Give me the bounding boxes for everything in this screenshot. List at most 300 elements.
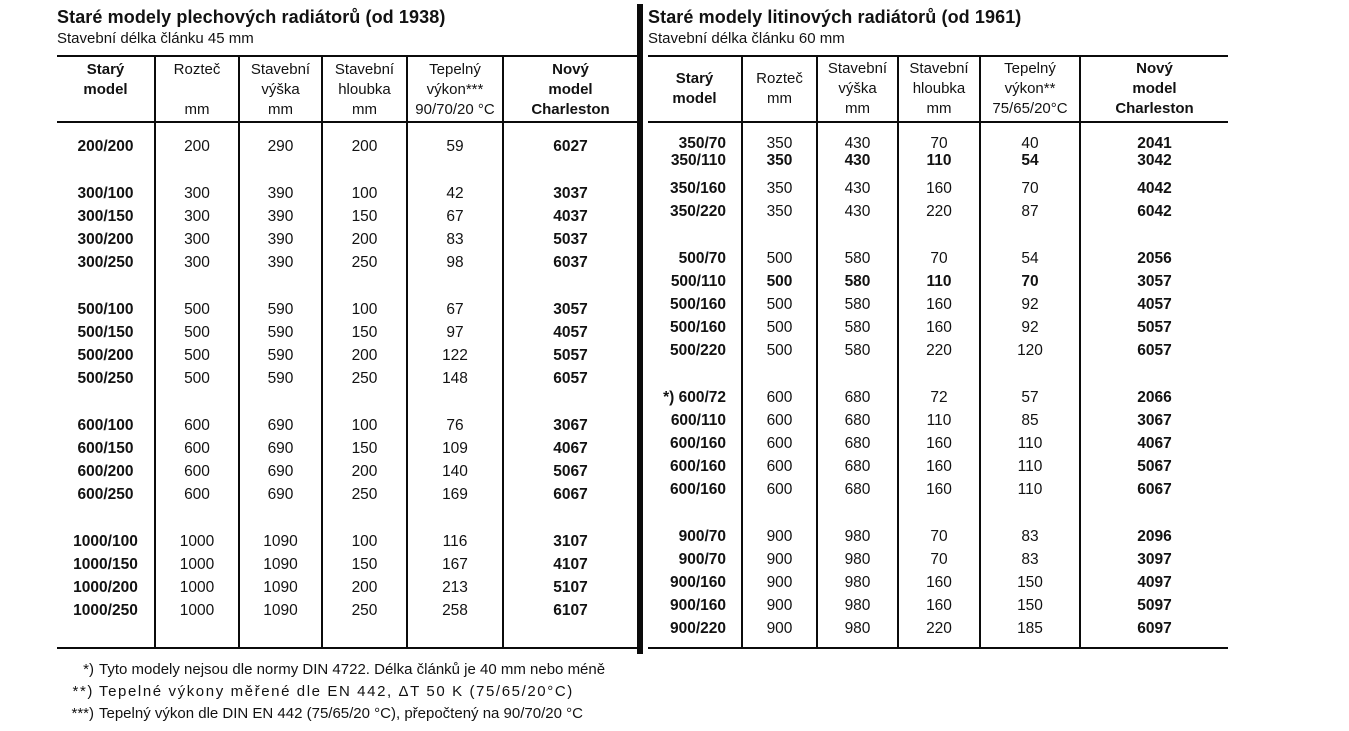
table-cell: 680 — [817, 386, 898, 409]
spacer-cell — [239, 274, 322, 298]
spacer-row — [57, 274, 637, 298]
table-cell: 980 — [817, 594, 898, 617]
spacer-cell — [980, 501, 1080, 525]
table-header — [648, 56, 1228, 122]
table-cell: 680 — [817, 455, 898, 478]
cast-iron-radiators-section — [648, 0, 1228, 649]
table-cell: 220 — [898, 617, 980, 640]
table-cell: 6057 — [503, 367, 637, 390]
spacer-cell — [817, 640, 898, 648]
spacer-cell — [503, 158, 637, 182]
table-cell: 110 — [980, 455, 1080, 478]
table-cell: 110 — [980, 478, 1080, 501]
table-cell: 900 — [742, 525, 817, 548]
table-cell: 85 — [980, 409, 1080, 432]
table-cell: 980 — [817, 571, 898, 594]
table-cell: 67 — [407, 205, 503, 228]
table-cell: 200 — [155, 135, 239, 158]
table-cell: 1090 — [239, 599, 322, 622]
spacer-cell — [155, 122, 239, 135]
table-row — [648, 409, 1228, 432]
table-row — [57, 182, 637, 205]
table-cell: 59 — [407, 135, 503, 158]
table-cell: 500 — [155, 298, 239, 321]
spacer-cell — [407, 158, 503, 182]
table-cell: 109 — [407, 437, 503, 460]
spacer-row — [648, 640, 1228, 648]
table-cell: 110 — [898, 270, 980, 293]
spacer-cell — [322, 390, 407, 414]
table-cell: 1090 — [239, 576, 322, 599]
table-cell: 3042 — [1080, 152, 1228, 169]
table-cell: 67 — [407, 298, 503, 321]
table-cell: 600/110 — [670, 412, 726, 429]
table-cell: 6042 — [1080, 200, 1228, 223]
table-cell: 500 — [742, 316, 817, 339]
column-header: Stavební výška mm — [817, 56, 898, 122]
table-cell: 900/70 — [678, 551, 726, 568]
table-cell: 600/200 — [77, 463, 134, 480]
table-cell: 3057 — [1080, 270, 1228, 293]
table-row — [648, 339, 1228, 362]
spacer-cell — [155, 506, 239, 530]
table-cell: 680 — [817, 478, 898, 501]
table-cell: 600/100 — [77, 417, 134, 434]
table-cell: 2041 — [1080, 135, 1228, 152]
table-cell: 83 — [407, 228, 503, 251]
footnote-2 — [58, 681, 605, 703]
table-cell: 4037 — [503, 205, 637, 228]
table-cell: 900/160 — [669, 574, 726, 591]
table-cell: 600/250 — [77, 486, 134, 503]
table-cell: 900 — [742, 617, 817, 640]
spacer-cell — [57, 274, 155, 298]
column-header: Stavební hloubka mm — [898, 56, 980, 122]
spacer-cell — [898, 122, 980, 135]
table-cell: 4042 — [1080, 177, 1228, 200]
spacer-row — [57, 622, 637, 648]
table-cell: 690 — [239, 483, 322, 506]
table-cell: 350 — [742, 177, 817, 200]
table-cell: 1090 — [239, 553, 322, 576]
spacer-row — [648, 223, 1228, 247]
table-cell: 250 — [322, 483, 407, 506]
spacer-cell — [742, 362, 817, 386]
spacer-cell — [742, 169, 817, 177]
table-cell: 258 — [407, 599, 503, 622]
table-cell: 160 — [898, 316, 980, 339]
table-cell: 110 — [898, 409, 980, 432]
table-cell: 5037 — [503, 228, 637, 251]
table-row — [648, 386, 1228, 409]
table-cell: 3067 — [503, 414, 637, 437]
table-cell: 70 — [898, 525, 980, 548]
table-cell: 200/200 — [77, 138, 134, 155]
table-cell: 690 — [239, 414, 322, 437]
cast-iron-radiators-table — [648, 55, 1228, 649]
steel-radiators-section — [57, 0, 637, 649]
table-row — [57, 367, 637, 390]
spacer-cell — [817, 223, 898, 247]
spacer-cell — [898, 640, 980, 648]
table-cell: 600/160 — [669, 435, 726, 452]
spacer-cell — [1080, 122, 1228, 135]
column-header: Tepelný výkon** 75/65/20°C — [980, 56, 1080, 122]
table-cell: 200 — [322, 576, 407, 599]
table-cell: 150 — [322, 437, 407, 460]
spacer-cell — [407, 390, 503, 414]
table-cell: 150 — [322, 205, 407, 228]
table-cell: 150 — [322, 321, 407, 344]
spacer-cell — [1080, 640, 1228, 648]
table-cell: 900/160 — [669, 597, 726, 614]
table-cell: 70 — [898, 247, 980, 270]
table-cell: 148 — [407, 367, 503, 390]
table-cell: 690 — [239, 437, 322, 460]
table-cell: 980 — [817, 525, 898, 548]
table-cell: 300 — [155, 205, 239, 228]
table-cell: 70 — [980, 270, 1080, 293]
table-cell: 92 — [980, 293, 1080, 316]
table-cell: 3057 — [503, 298, 637, 321]
column-header: Nový model Charleston — [503, 56, 637, 122]
table-cell: 600 — [742, 478, 817, 501]
table-cell: 350 — [742, 200, 817, 223]
spacer-cell — [817, 169, 898, 177]
spacer-cell — [1080, 501, 1228, 525]
table-cell: 900 — [742, 548, 817, 571]
table-cell: 5107 — [503, 576, 637, 599]
footnote-3 — [58, 703, 605, 725]
table-cell: 100 — [322, 530, 407, 553]
table-row — [648, 548, 1228, 571]
table-cell: 600 — [155, 483, 239, 506]
table-cell: 600 — [155, 414, 239, 437]
table-cell: 500/100 — [77, 301, 134, 318]
table-cell: 350/110 — [670, 152, 726, 169]
table-cell: 4067 — [1080, 432, 1228, 455]
table-cell: 140 — [407, 460, 503, 483]
table-cell: 580 — [817, 270, 898, 293]
column-header: Rozteč mm — [155, 56, 239, 122]
table-cell: 680 — [817, 432, 898, 455]
table-row — [648, 293, 1228, 316]
spacer-cell — [980, 362, 1080, 386]
table-row — [648, 594, 1228, 617]
spacer-cell — [1080, 169, 1228, 177]
spacer-cell — [742, 122, 817, 135]
table-cell: 200 — [322, 460, 407, 483]
table-cell: 5057 — [503, 344, 637, 367]
table-cell: 680 — [817, 409, 898, 432]
table-cell: 5097 — [1080, 594, 1228, 617]
table-cell: 200 — [322, 344, 407, 367]
spacer-row — [648, 501, 1228, 525]
table-cell: 500/220 — [669, 342, 726, 359]
table-cell: 500/160 — [669, 319, 726, 336]
table-row — [57, 228, 637, 251]
table-cell: 600 — [742, 409, 817, 432]
spacer-cell — [155, 390, 239, 414]
table-cell: 167 — [407, 553, 503, 576]
table-cell: 390 — [239, 251, 322, 274]
table-cell: 300/100 — [77, 185, 134, 202]
table-cell: 300 — [155, 228, 239, 251]
table-cell: 580 — [817, 247, 898, 270]
table-cell: 150 — [322, 553, 407, 576]
table-cell: 500 — [155, 367, 239, 390]
table-row — [57, 437, 637, 460]
spacer-cell — [817, 362, 898, 386]
table-cell: 350 — [742, 135, 817, 152]
footnote-marker: *) — [83, 661, 94, 678]
section-title: Staré modely litinových radiátorů (od 1961) — [648, 7, 1022, 27]
column-header: Starý model — [648, 56, 742, 122]
table-cell: 5067 — [1080, 455, 1228, 478]
table-cell: 160 — [898, 432, 980, 455]
table-row — [648, 200, 1228, 223]
spacer-cell — [239, 506, 322, 530]
table-cell: 42 — [407, 182, 503, 205]
table-cell: 500 — [742, 293, 817, 316]
table-row — [648, 478, 1228, 501]
table-cell: 72 — [898, 386, 980, 409]
spacer-cell — [155, 622, 239, 648]
table-cell: 169 — [407, 483, 503, 506]
table-row — [57, 321, 637, 344]
table-cell: 110 — [898, 152, 980, 169]
table-cell: 100 — [322, 298, 407, 321]
table-cell: 5067 — [503, 460, 637, 483]
table-cell: 4067 — [503, 437, 637, 460]
table-cell: 1000/100 — [73, 533, 138, 550]
table-cell: 5057 — [1080, 316, 1228, 339]
table-cell: 97 — [407, 321, 503, 344]
spacer-row — [57, 158, 637, 182]
footnote-1 — [58, 659, 605, 681]
table-cell: 110 — [980, 432, 1080, 455]
table-cell: 83 — [980, 525, 1080, 548]
table-cell: 500/200 — [77, 347, 134, 364]
table-cell: 590 — [239, 344, 322, 367]
spacer-row — [648, 362, 1228, 386]
table-cell: 900/70 — [678, 528, 726, 545]
table-cell: 1000 — [155, 599, 239, 622]
spacer-cell — [1080, 362, 1228, 386]
spacer-cell — [322, 122, 407, 135]
spacer-cell — [155, 274, 239, 298]
table-cell: 3037 — [503, 182, 637, 205]
table-cell: 4057 — [1080, 293, 1228, 316]
section-subtitle: Stavební délka článku 60 mm — [648, 30, 845, 47]
spacer-cell — [503, 622, 637, 648]
table-cell: 590 — [239, 321, 322, 344]
table-cell: 430 — [817, 177, 898, 200]
table-cell: 2056 — [1080, 247, 1228, 270]
table-cell: 390 — [239, 182, 322, 205]
spacer-cell — [239, 622, 322, 648]
spacer-cell — [503, 506, 637, 530]
spacer-cell — [742, 501, 817, 525]
table-cell: 500/160 — [669, 296, 726, 313]
table-cell: 57 — [980, 386, 1080, 409]
table-row — [648, 135, 1228, 152]
table-row — [57, 483, 637, 506]
table-cell: 300 — [155, 182, 239, 205]
table-cell: 6107 — [503, 599, 637, 622]
table-cell: 980 — [817, 548, 898, 571]
table-cell: 300/200 — [77, 231, 134, 248]
table-row — [57, 344, 637, 367]
column-header: Tepelný výkon*** 90/70/20 °C — [407, 56, 503, 122]
spacer-cell — [239, 122, 322, 135]
table-cell: 1000/250 — [73, 602, 138, 619]
spacer-cell — [322, 622, 407, 648]
table-cell: 200 — [322, 228, 407, 251]
section-subtitle: Stavební délka článku 45 mm — [57, 30, 254, 47]
table-cell: 185 — [980, 617, 1080, 640]
table-cell: 76 — [407, 414, 503, 437]
spacer-cell — [57, 622, 155, 648]
table-cell: 70 — [980, 177, 1080, 200]
footnote-marker: ***) — [71, 705, 94, 722]
table-row — [57, 251, 637, 274]
spacer-cell — [407, 622, 503, 648]
table-cell: 500 — [742, 270, 817, 293]
table-cell: 390 — [239, 228, 322, 251]
spacer-cell — [322, 274, 407, 298]
table-cell: 1000/200 — [73, 579, 138, 596]
table-cell: 900 — [742, 594, 817, 617]
table-cell: 160 — [898, 455, 980, 478]
table-cell: 250 — [322, 599, 407, 622]
table-cell: 160 — [898, 594, 980, 617]
table-cell: 150 — [980, 594, 1080, 617]
footnote-marker: **) — [72, 683, 94, 700]
table-cell: *) 600/72 — [663, 389, 726, 406]
table-cell: 900/220 — [669, 620, 726, 637]
spacer-cell — [817, 122, 898, 135]
column-header: Stavební hloubka mm — [322, 56, 407, 122]
table-cell: 590 — [239, 367, 322, 390]
table-cell: 500 — [155, 344, 239, 367]
table-body — [57, 122, 637, 648]
table-cell: 430 — [817, 152, 898, 169]
table-row — [57, 298, 637, 321]
spacer-cell — [57, 122, 155, 135]
table-cell: 500 — [742, 247, 817, 270]
table-row — [57, 576, 637, 599]
table-cell: 83 — [980, 548, 1080, 571]
table-cell: 160 — [898, 571, 980, 594]
table-cell: 54 — [980, 247, 1080, 270]
table-cell: 92 — [980, 316, 1080, 339]
table-row — [648, 617, 1228, 640]
table-row — [648, 525, 1228, 548]
table-row — [648, 432, 1228, 455]
spacer-row — [57, 122, 637, 135]
spacer-cell — [742, 640, 817, 648]
table-row — [648, 316, 1228, 339]
table-cell: 600/160 — [669, 458, 726, 475]
column-header: Starý model — [57, 56, 155, 122]
table-row — [57, 414, 637, 437]
table-cell: 600 — [155, 460, 239, 483]
table-cell: 350/70 — [678, 135, 726, 152]
table-cell: 70 — [898, 135, 980, 152]
section-title: Staré modely plechových radiátorů (od 1938) — [57, 7, 446, 27]
spacer-cell — [57, 390, 155, 414]
spacer-row — [57, 506, 637, 530]
table-cell: 500/70 — [678, 250, 726, 267]
table-cell: 590 — [239, 298, 322, 321]
table-row — [648, 270, 1228, 293]
table-cell: 4107 — [503, 553, 637, 576]
spacer-cell — [407, 506, 503, 530]
table-cell: 6027 — [503, 135, 637, 158]
table-cell: 1000 — [155, 553, 239, 576]
table-cell: 87 — [980, 200, 1080, 223]
table-cell: 430 — [817, 135, 898, 152]
table-cell: 980 — [817, 617, 898, 640]
spacer-cell — [980, 122, 1080, 135]
table-cell: 220 — [898, 339, 980, 362]
spacer-cell — [980, 223, 1080, 247]
table-cell: 2066 — [1080, 386, 1228, 409]
spacer-cell — [648, 501, 742, 525]
table-body — [648, 122, 1228, 648]
table-cell: 4057 — [503, 321, 637, 344]
table-cell: 100 — [322, 182, 407, 205]
table-cell: 500 — [742, 339, 817, 362]
spacer-cell — [898, 223, 980, 247]
table-cell: 2096 — [1080, 525, 1228, 548]
table-cell: 300/250 — [77, 254, 134, 271]
table-cell: 350/160 — [669, 180, 726, 197]
spacer-cell — [898, 362, 980, 386]
table-row — [648, 152, 1228, 169]
spacer-cell — [155, 158, 239, 182]
table-cell: 6097 — [1080, 617, 1228, 640]
spacer-cell — [648, 223, 742, 247]
table-cell: 160 — [898, 293, 980, 316]
table-cell: 4097 — [1080, 571, 1228, 594]
vertical-divider — [637, 4, 643, 654]
table-cell: 1090 — [239, 530, 322, 553]
table-cell: 150 — [980, 571, 1080, 594]
spacer-row — [648, 169, 1228, 177]
table-cell: 54 — [980, 152, 1080, 169]
table-row — [57, 460, 637, 483]
table-cell: 600/160 — [669, 481, 726, 498]
table-cell: 600/150 — [77, 440, 134, 457]
table-cell: 200 — [322, 135, 407, 158]
table-cell: 300/150 — [77, 208, 134, 225]
table-row — [648, 571, 1228, 594]
table-cell: 40 — [980, 135, 1080, 152]
table-cell: 120 — [980, 339, 1080, 362]
table-row — [57, 205, 637, 228]
spacer-cell — [239, 390, 322, 414]
table-cell: 70 — [898, 548, 980, 571]
footnote-text: Tyto modely nejsou dle normy DIN 4722. Délka článků je 40 mm nebo méně — [99, 661, 606, 678]
spacer-cell — [1080, 223, 1228, 247]
table-cell: 160 — [898, 177, 980, 200]
table-cell: 690 — [239, 460, 322, 483]
table-cell: 350 — [742, 152, 817, 169]
header-row — [648, 56, 1228, 122]
table-cell: 430 — [817, 200, 898, 223]
